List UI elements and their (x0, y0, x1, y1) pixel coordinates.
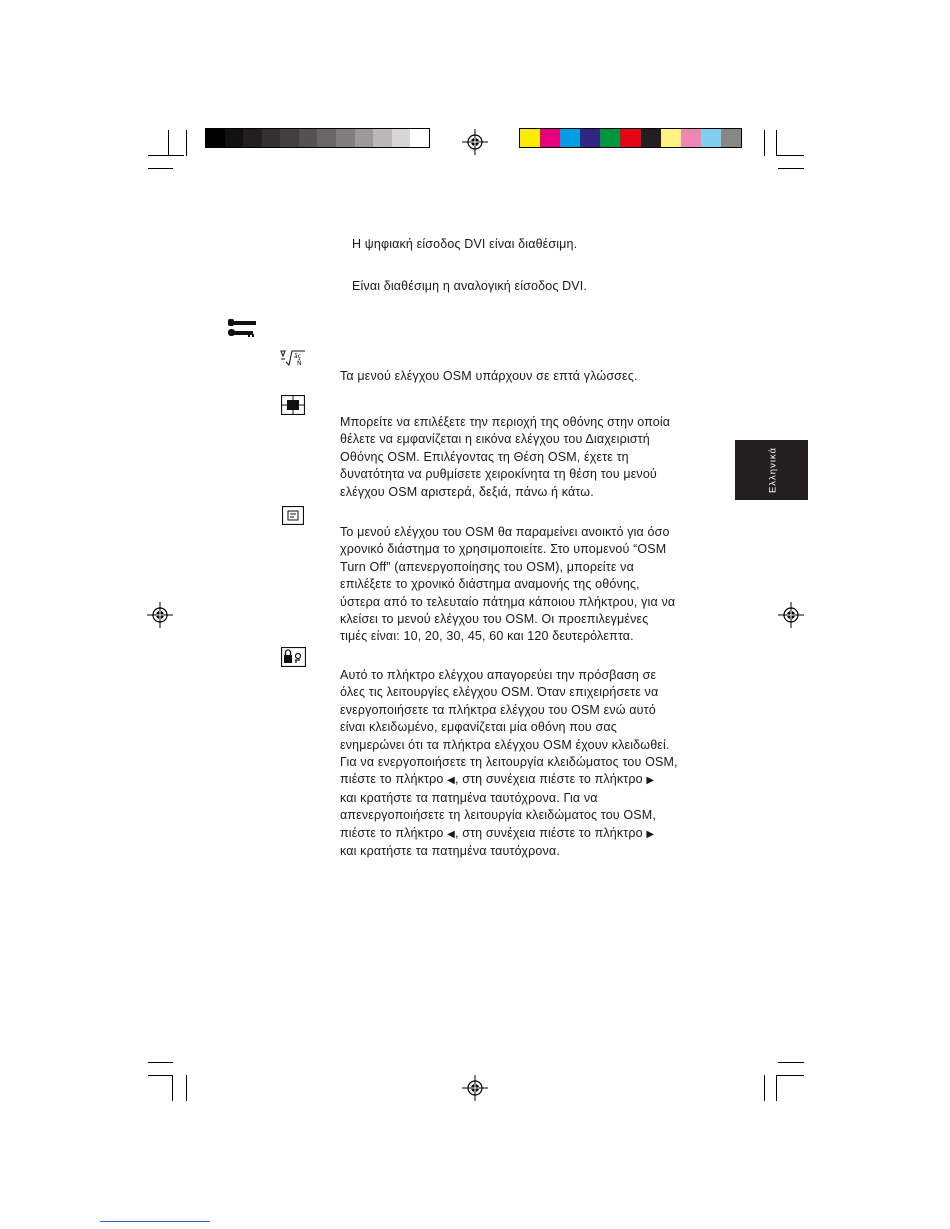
lockout-line-7: πιέστε το πλήκτρο ◀, στη συνέχεια πιέστε το πλήκτρο ▶ (340, 772, 655, 787)
color-swatch (299, 129, 318, 147)
lockout-line: είναι κλειδωμένο, εμφανίζεται μία οθόνη που σας (340, 720, 617, 735)
color-swatch (336, 129, 355, 147)
color-swatch (243, 129, 262, 147)
language-tab-label: Ελληνικά (767, 446, 779, 494)
registration-mark-icon (147, 602, 173, 628)
color-swatch (701, 129, 721, 147)
language-description (340, 368, 725, 385)
position-line: ελέγχου OSM αριστερά, δεξιά, πάνω ή κάτω. (340, 484, 594, 499)
turnoff-line: Turn Off” (απενεργοποίησης του OSM), μπορείτε να (340, 559, 634, 574)
position-line: θέλετε να εμφανίζεται η εικόνα ελέγχου του Διαχειριστή (340, 432, 650, 447)
color-swatch (225, 129, 244, 147)
crop-mark (776, 1075, 777, 1101)
turnoff-line: κλείσει το μενού ελέγχου του OSM. Οι προεπιλεγμένες (340, 612, 649, 627)
color-swatch (280, 129, 299, 147)
color-swatch (520, 129, 540, 147)
right-arrow-icon: ▶ (646, 775, 655, 787)
crop-mark (764, 1075, 765, 1101)
crop-mark (186, 130, 187, 156)
crop-mark (778, 1062, 804, 1063)
color-swatch (641, 129, 661, 147)
color-swatch (540, 129, 560, 147)
lockout-line: Για να ενεργοποιήσετε τη λειτουργία κλειδώματος του OSM, (340, 755, 678, 770)
turnoff-line: χρονικό διάστημα το χρησιμοποιείτε. Στο υπομενού “OSM (340, 542, 667, 557)
color-swatch (373, 129, 392, 147)
crop-mark (778, 168, 804, 169)
crop-mark (148, 168, 173, 169)
crop-mark (186, 1075, 187, 1101)
crop-mark (148, 1062, 173, 1063)
color-swatch (206, 129, 225, 147)
tools-icon (226, 316, 258, 340)
right-arrow-icon: ▶ (646, 828, 655, 840)
osm-turnoff-icon (282, 506, 304, 525)
turnoff-line: επιλέξετε το χρονικό διάστημα αναμονής της οθόνης, (340, 577, 640, 592)
color-swatch (262, 129, 281, 147)
crop-mark (168, 130, 169, 156)
crop-mark (776, 1075, 804, 1076)
lockout-line: όλες τις λειτουργίες ελέγχου OSM. Όταν επιχειρήσετε να (340, 685, 659, 700)
registration-mark-icon (778, 602, 804, 628)
turnoff-description (340, 524, 725, 646)
color-swatch (410, 129, 429, 147)
color-swatch (355, 129, 374, 147)
position-description (340, 414, 725, 501)
lockout-line: ενεργοποιήσετε τα πλήκτρα ελέγχου του OSM ενώ αυτό (340, 702, 656, 717)
language-side-tab (735, 440, 808, 500)
position-line: Μπορείτε να επιλέξετε την περιοχή της οθόνης στην οποία (340, 415, 671, 429)
crop-mark (776, 155, 804, 156)
turnoff-line: τιμές είναι: 10, 20, 30, 45, 60 και 120 δευτερόλεπτα. (340, 629, 634, 644)
left-arrow-icon: ◀ (447, 828, 455, 840)
lockout-line-8: και κρατήστε τα πατημένα ταυτόχρονα. Για να (340, 790, 598, 805)
grayscale-calibration-bar (205, 128, 430, 148)
color-swatch (560, 129, 580, 147)
turnoff-line: ύστερα από το τελευταίο πάτημα κάποιου πλήκτρου, για να (340, 594, 676, 609)
color-calibration-bar (519, 128, 742, 148)
color-swatch (721, 129, 741, 147)
svg-text:Ñ: Ñ (297, 360, 302, 367)
dvi-analog-text: Είναι διαθέσιμη η αναλογική είσοδος DVI. (352, 279, 588, 293)
position-line: δυνατότητα να ρυθμίσετε χειροκίνητα τη θέση του μενού (340, 467, 657, 482)
left-arrow-icon: ◀ (447, 775, 455, 787)
color-swatch (392, 129, 411, 147)
svg-text:ãç: ãç (294, 353, 301, 360)
lockout-line: ενημερώνει ότι τα πλήκτρα ελέγχου OSM έχουν κλειδωθεί. (340, 737, 670, 752)
osm-position-icon (281, 395, 305, 415)
osm-lockout-icon (281, 647, 306, 667)
lockout-line: Αυτό το πλήκτρο ελέγχου απαγορεύει την πρόσβαση σε (340, 668, 657, 682)
color-swatch (620, 129, 640, 147)
lockout-description (340, 667, 725, 860)
language-icon (280, 348, 306, 368)
color-swatch (317, 129, 336, 147)
lockout-line-9: απενεργοποιήσετε τη λειτουργία κλειδώματος του OSM, (340, 808, 656, 823)
crop-mark (776, 130, 777, 156)
color-swatch (600, 129, 620, 147)
crop-mark (172, 1075, 173, 1101)
crop-mark (764, 130, 765, 156)
color-swatch (580, 129, 600, 147)
lockout-line-10: πιέστε το πλήκτρο ◀, στη συνέχεια πιέστε το πλήκτρο ▶ (340, 825, 655, 840)
lockout-line-11: και κρατήστε τα πατημένα ταυτόχρονα. (340, 844, 560, 859)
registration-mark-icon (462, 129, 488, 155)
footer-rule (100, 1221, 210, 1222)
turnoff-line: Το μενού ελέγχου του OSM θα παραμείνει ανοικτό για όσο (340, 525, 670, 539)
dvi-digital-text: Η ψηφιακή είσοδος DVI είναι διαθέσιμη. (352, 237, 578, 251)
crop-mark (148, 155, 184, 156)
color-swatch (681, 129, 701, 147)
color-swatch (661, 129, 681, 147)
language-line: Τα μενού ελέγχου OSM υπάρχουν σε επτά γλώσσες. (340, 369, 638, 383)
registration-mark-icon (462, 1075, 488, 1101)
crop-mark (148, 1075, 173, 1076)
position-line: Οθόνης OSM. Επιλέγοντας τη Θέση OSM, έχετε τη (340, 449, 629, 464)
